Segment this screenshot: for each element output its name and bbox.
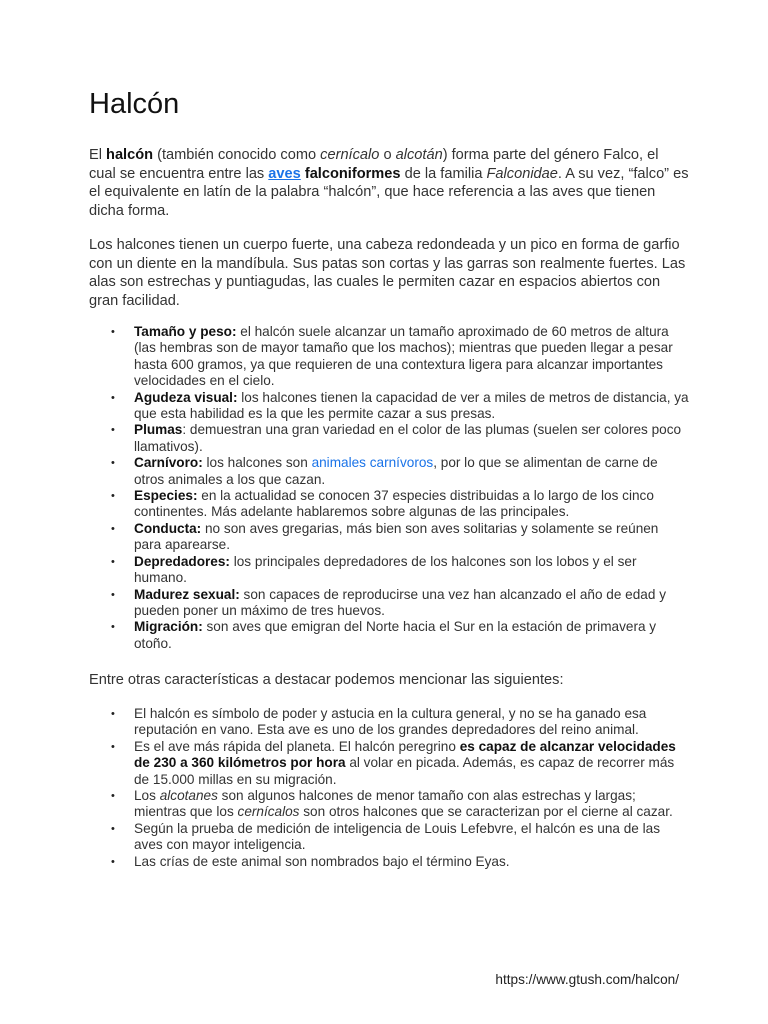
page-title: Halcón xyxy=(89,88,180,120)
other-characteristics-list xyxy=(89,706,689,870)
text: . A su vez, “falco” es el equivalente en latín de la palabra “halcón”, que hace referencia a las aves que tienen dicha forma. xyxy=(89,165,689,219)
item-text: : demuestran una gran variedad en el color de las plumas (suelen ser colores poco llamativos). xyxy=(134,422,682,454)
bullet-icon: • xyxy=(111,621,115,634)
bullet-icon: • xyxy=(111,326,115,338)
italic-cernicalos: cernícalos xyxy=(237,804,300,820)
list-item xyxy=(89,788,689,821)
italic-alcotanes: alcotanes xyxy=(159,788,218,804)
intro-paragraph xyxy=(89,146,689,220)
list-item xyxy=(89,854,689,870)
item-text: Las crías de este animal son nombrados bajo el término Eyas. xyxy=(134,853,510,869)
bullet-icon: • xyxy=(111,790,115,803)
list-item xyxy=(89,587,689,620)
list-item xyxy=(89,390,689,423)
list-item xyxy=(89,488,689,521)
bold-falconiformes: falconiformes xyxy=(304,165,401,182)
bullet-icon: • xyxy=(111,855,115,868)
text: El xyxy=(89,147,107,163)
list-item xyxy=(89,422,689,455)
list-item xyxy=(89,739,689,788)
item-label: Carnívoro: xyxy=(134,455,203,471)
aves-link[interactable]: aves xyxy=(268,165,301,182)
item-text: en la actualidad se conocen 37 especies distribuidas a lo largo de los cinco continentes. Más adelante hablaremos sobre algunas de las principales. xyxy=(134,488,654,520)
list-item xyxy=(89,554,689,587)
item-text: son capaces de reproducirse una vez han alcanzado el año de edad y pueden poner un máximo de tres huevos. xyxy=(134,586,666,618)
item-text: los principales depredadores de los halcones son los lobos y el ser humano. xyxy=(134,553,637,586)
item-label: Especies: xyxy=(134,488,198,504)
italic-alcotan: alcotán xyxy=(395,147,443,163)
item-text: son aves que emigran del Norte hacia el Sur en la estación de primavera y otoño. xyxy=(134,619,657,651)
item-label: Plumas xyxy=(134,422,183,438)
italic-cernicalo: cernícalo xyxy=(320,147,380,163)
item-text: El halcón es símbolo de poder y astucia en la cultura general, y no se ha ganado esa reputación en vano. Esta ave es uno de los grandes depredadores del reino animal. xyxy=(134,706,647,738)
item-label: Agudeza visual: xyxy=(134,389,238,405)
text: (también conocido como xyxy=(153,147,321,163)
section-intro-paragraph: Entre otras características a destacar podemos mencionar las siguientes: xyxy=(89,672,564,688)
item-text: son otros halcones que se caracterizan por el cierne al cazar. xyxy=(299,804,673,820)
animales-carnivoros-link[interactable]: animales carnívoros xyxy=(311,455,434,471)
bullet-icon: • xyxy=(111,457,115,470)
text: o xyxy=(379,147,396,163)
text: de la familia xyxy=(400,165,487,182)
item-label: Madurez sexual: xyxy=(134,586,240,602)
bullet-icon: • xyxy=(111,588,115,601)
bullet-icon: • xyxy=(111,708,115,720)
bullet-icon: • xyxy=(111,822,115,835)
item-text: los halcones tienen la capacidad de ver a miles de metros de distancia, ya que esta habilidad es la que les permite cazar a sus presas. xyxy=(134,389,689,422)
list-item xyxy=(89,324,689,390)
item-text: no son aves gregarias, más bien son aves solitarias y solamente se reúnen para aparearse. xyxy=(134,520,659,553)
list-item xyxy=(89,521,689,554)
list-item xyxy=(89,706,689,739)
item-text: los halcones son xyxy=(202,455,312,471)
bullet-icon: • xyxy=(111,424,115,437)
source-url[interactable]: https://www.gtush.com/halcon/ xyxy=(495,972,679,987)
bullet-icon: • xyxy=(111,490,115,503)
item-label: Tamaño y peso: xyxy=(134,324,237,339)
body-paragraph: Los halcones tienen un cuerpo fuerte, una cabeza redondeada y un pico en forma de garfio con un diente en la mandíbula. Sus patas son cortas y las garras son realmente fuertes. Las alas son estrechas y puntiagudas, las cuales le permiten cazar en espacios abiertos con gran facilidad. xyxy=(89,237,686,309)
item-label: Migración: xyxy=(134,619,203,635)
bullet-icon: • xyxy=(111,555,115,568)
bullet-icon: • xyxy=(111,740,115,753)
italic-falconidae: Falconidae xyxy=(486,165,558,182)
bold-speed: es capaz de alcanzar velocidades de 230 a 360 kilómetros por hora xyxy=(134,738,676,771)
bold-halcon: halcón xyxy=(106,147,154,163)
bullet-icon: • xyxy=(111,522,115,535)
list-item xyxy=(89,821,689,854)
list-item xyxy=(89,455,689,488)
text: ) forma parte del género Falco, el cual se encuentra entre las xyxy=(89,147,659,182)
characteristics-list xyxy=(89,324,689,652)
list-item xyxy=(89,619,689,652)
item-label: Conducta: xyxy=(134,520,202,536)
item-label: Depredadores: xyxy=(134,553,230,569)
item-text: al volar en picada. Además, es capaz de recorrer más de 15.000 millas en su migración. xyxy=(134,755,675,787)
item-text: Los xyxy=(134,788,160,804)
item-text: son algunos halcones de menor tamaño con alas estrechas y largas; mientras que los xyxy=(134,788,636,820)
item-text: , por lo que se alimentan de carne de otros animales a los que cazan. xyxy=(134,455,658,487)
item-text: el halcón suele alcanzar un tamaño aproximado de 60 metros de altura (las hembras son de mayor tamaño que los machos); mientras que pueden llegar a pesar hasta 600 gramos, ya que requieren de una contextura ligera para alcanzar importantes velocidades en el cielo. xyxy=(134,324,673,389)
item-text: Según la prueba de medición de inteligencia de Louis Lefebvre, el halcón es una de las aves con mayor inteligencia. xyxy=(134,820,660,853)
item-text: Es el ave más rápida del planeta. El halcón peregrino xyxy=(134,738,460,754)
bullet-icon: • xyxy=(111,391,115,404)
